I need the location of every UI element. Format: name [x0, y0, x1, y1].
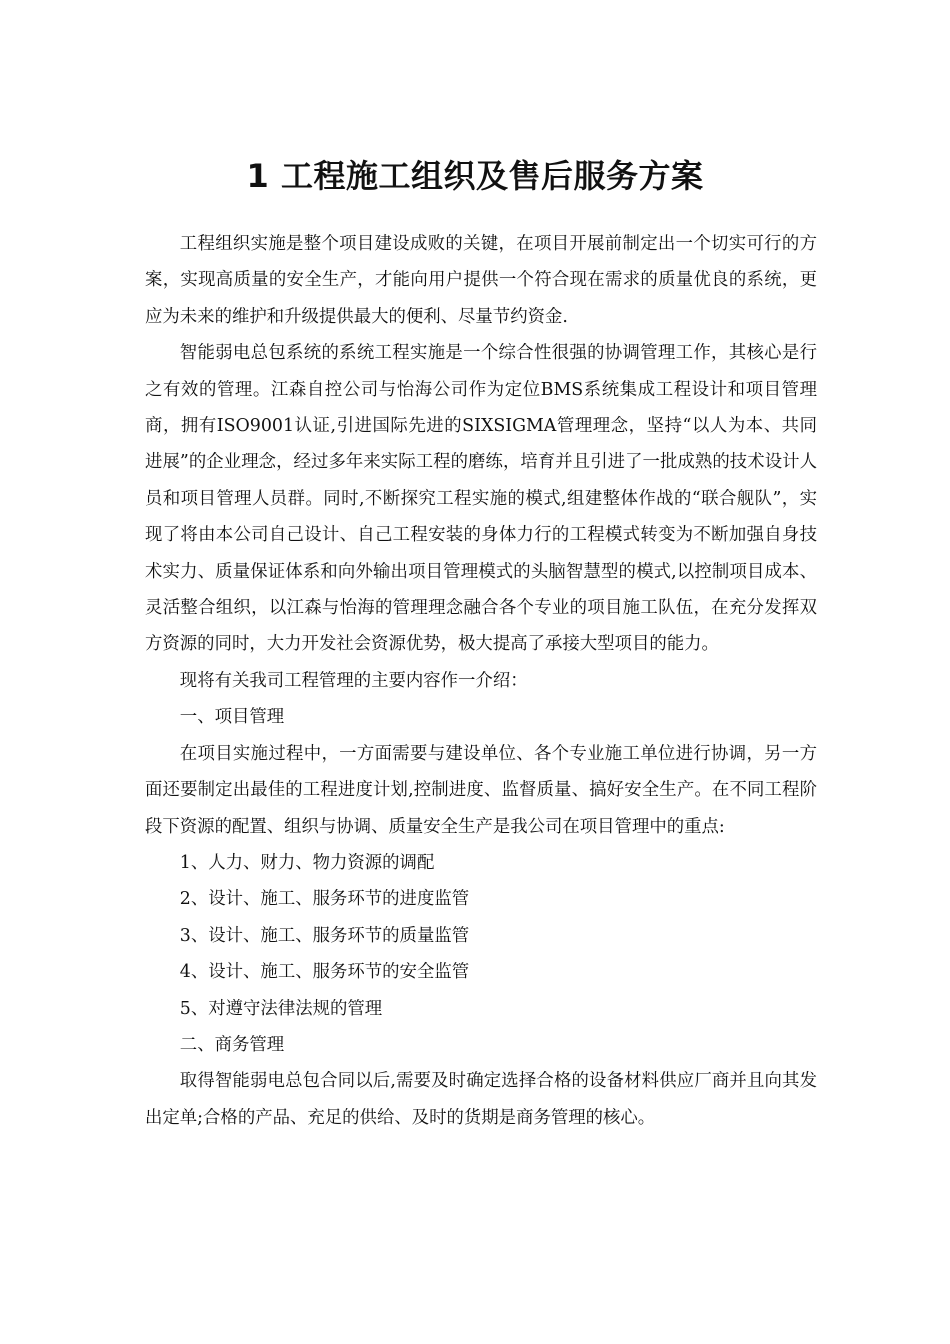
document-body — [145, 226, 817, 1136]
list-item: 4、设计、施工、服务环节的安全监管 — [179, 962, 470, 983]
list-item: 2、设计、施工、服务环节的进度监管 — [179, 889, 470, 910]
section-heading-business-management: 二、商务管理 — [179, 1034, 285, 1055]
list-item: 1、人力、财力、物力资源的调配 — [179, 852, 435, 873]
business-management-paragraph: 取得智能弱电总包合同以后,需要及时确定选择合格的设备材料供应厂商并且向其发出定单;合格的产品、充足的供给、及时的货期是商务管理的核心。 — [145, 1071, 817, 1128]
document-title: 1 工程施工组织及售后服务方案 — [246, 157, 704, 195]
list-item: 5、对遵守法律法规的管理 — [179, 998, 383, 1019]
project-management-paragraph: 在项目实施过程中，一方面需要与建设单位、各个专业施工单位进行协调，另一方面还要制定出最佳的工程进度计划,控制进度、监督质量、搞好安全生产。在不同工程阶段下资源的配置、组织与协调、质量安全生产是我公司在项目管理中的重点: — [145, 743, 817, 837]
overview-paragraph: 现将有关我司工程管理的主要内容作一介绍： — [179, 670, 528, 691]
intro-paragraph: 工程组织实施是整个项目建设成败的关键，在项目开展前制定出一个切实可行的方案，实现高质量的安全生产，才能向用户提供一个符合现在需求的质量优良的系统，更应为未来的维护和升级提供最大的便利、尽量节约资金. — [145, 234, 817, 327]
list-item: 3、设计、施工、服务环节的质量监管 — [179, 925, 470, 946]
section-heading-project-management: 一、项目管理 — [179, 707, 285, 728]
management-paragraph: 智能弱电总包系统的系统工程实施是一个综合性很强的协调管理工作，其核心是行之有效的管理。江森自控公司与怡海公司作为定位BMS系统集成工程设计和项目管理商，拥有ISO9001认证,引进国际先进的SIXSIGMA管理理念，坚持“以人为本、共同进展”的企业理念，经过多年来实际工程的磨练，培育并且引进了一批成熟的技术设计人员和项目管理人员群。同时,不断探究工程实施的模式,组建整体作战的“联合舰队”，实现了将由本公司自己设计、自己工程安装的身体力行的工程模式转变为不断加强自身技术实力、质量保证体系和向外输出项目管理模式的头脑智慧型的模式,以控制项目成本、灵活整合组织，以江森与怡海的管理理念融合各个专业的项目施工队伍，在充分发挥双方资源的同时，大力开发社会资源优势，极大提高了承接大型项目的能力。 — [145, 343, 817, 655]
